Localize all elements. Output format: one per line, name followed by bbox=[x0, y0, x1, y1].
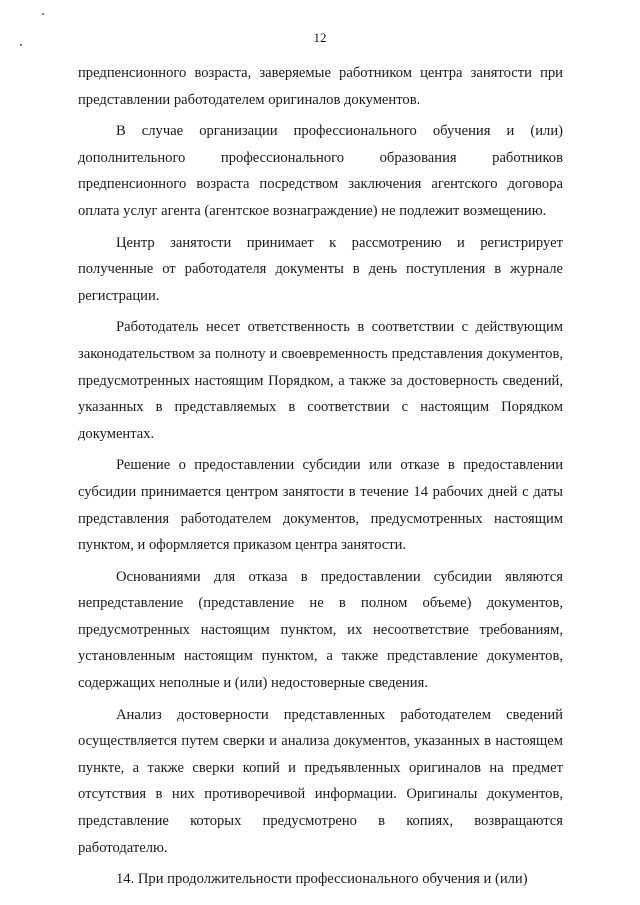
paragraph-subsidy-decision: Решение о предоставлении субсидии или отказе в предоставлении субсидии принимается центром занятости в течение 14 рабочих дней с даты представления работодателем документов, предусмотренных настоящим пунктом, и оформляется приказом центра занятости. bbox=[78, 457, 563, 554]
paragraph-agent-fee: В случае организации профессионального обучения и (или) дополнительного профессионального образования работников предпенсионного возраста посредством заключения агентского договора оплата услуг агента (агентское вознаграждение) не подлежит возмещению. bbox=[78, 123, 563, 219]
paragraph-refusal-grounds: Основаниями для отказа в предоставлении субсидии являются непредставление (представление не в полном объеме) документов, предусмотренных настоящим пунктом, их несоответствие требованиям, установленным настоящим пунктом, а также представление документов, содержащих неполные и (или) недостоверные сведения. bbox=[78, 568, 563, 692]
paragraph-employer-responsibility: Работодатель несет ответственность в соответствии с действующим законодательством за полноту и своевременность представления документов, предусмотренных настоящим Порядком, а также за достоверность сведений, указанных в представляемых в соответствии с настоящим Порядком документах. bbox=[78, 319, 563, 442]
page-number: 12 bbox=[313, 30, 327, 45]
paragraph-registration: Центр занятости принимает к рассмотрению и регистрирует полученные от работодателя документы в день поступления в журнале регистрации. bbox=[78, 234, 563, 304]
paragraph-item-14: 14. При продолжительности профессионального обучения и (или) bbox=[116, 871, 528, 888]
paragraph-verification: Анализ достоверности представленных работодателем сведений осуществляется путем сверки и анализа документов, указанных в настоящем пункте, а также сверки копий и предъявленных оригиналов на предмет отсутствия в них противоречивой информации. Оригиналы документов, представление которых предусмотрено в копиях, возвращаются работодателю. bbox=[78, 706, 563, 856]
paragraph-continuation: предпенсионного возраста, заверяемые работником центра занятости при представлении работодателем оригиналов документов. bbox=[78, 65, 563, 108]
document-body bbox=[78, 60, 563, 898]
scan-speck bbox=[42, 13, 44, 15]
